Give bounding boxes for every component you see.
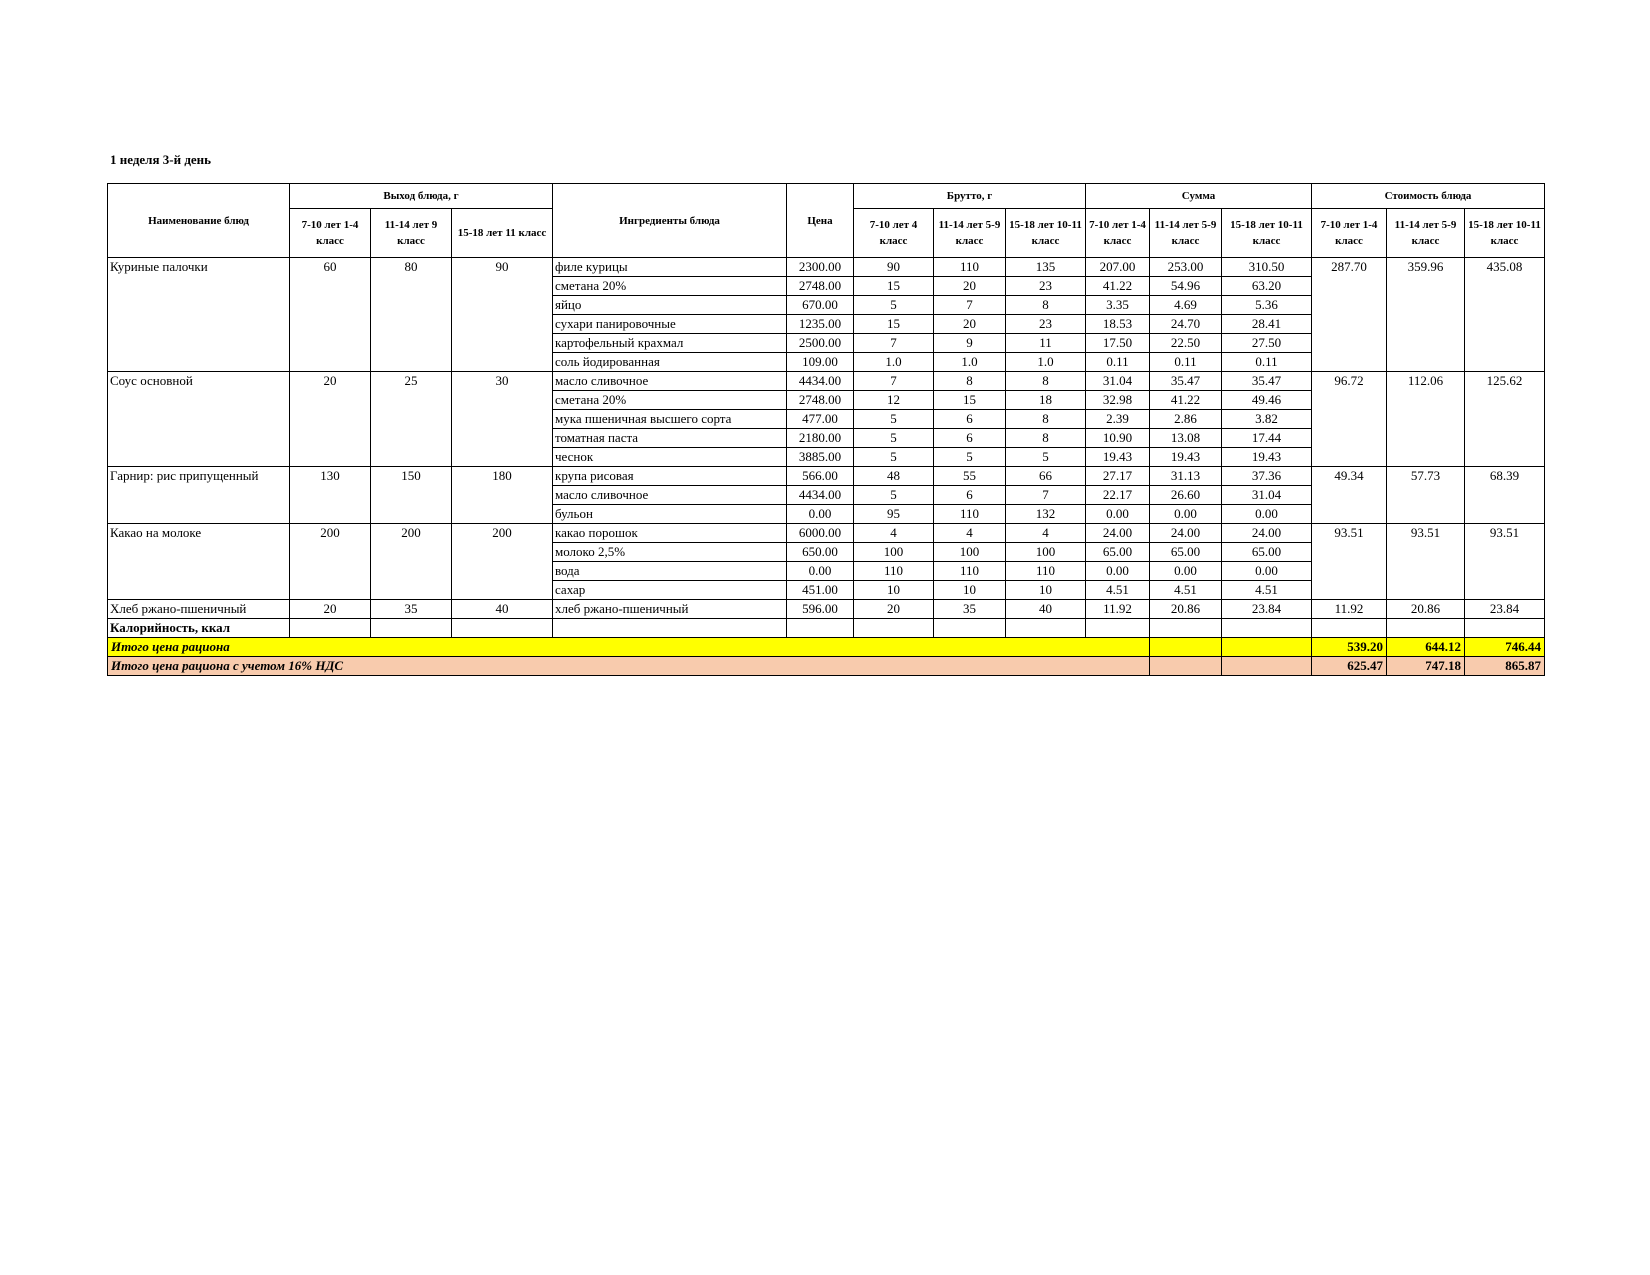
ingredient-brutto: 8 [1006,410,1086,429]
ingredient-name: яйцо [553,296,787,315]
ingredient-brutto: 20 [854,600,934,619]
dish-yield: 180 [452,467,553,524]
ingredient-brutto: 11 [1006,334,1086,353]
dish-cost: 287.70 [1312,258,1387,372]
ingredient-sum: 0.00 [1150,505,1222,524]
ingredient-sum: 4.51 [1086,581,1150,600]
ingredient-sum: 54.96 [1150,277,1222,296]
ingredient-sum: 20.86 [1150,600,1222,619]
ingredient-brutto: 35 [934,600,1006,619]
table-row [108,600,1545,619]
ingredient-sum: 32.98 [1086,391,1150,410]
table-body [108,258,1545,619]
ingredient-sum: 0.11 [1222,353,1312,372]
ingredient-sum: 17.50 [1086,334,1150,353]
calories-label: Калорийность, ккал [108,619,290,638]
total-value: 644.12 [1387,638,1465,657]
ingredient-sum: 0.00 [1222,562,1312,581]
ingredient-sum: 19.43 [1086,448,1150,467]
ingredient-brutto: 95 [854,505,934,524]
ingredient-brutto: 100 [934,543,1006,562]
dish-yield: 20 [290,600,371,619]
ingredient-sum: 22.50 [1150,334,1222,353]
ingredient-sum: 27.17 [1086,467,1150,486]
ingredient-brutto: 110 [1006,562,1086,581]
table-header [108,184,1545,258]
empty-cell [1312,619,1387,638]
ingredient-price: 0.00 [787,562,854,581]
ingredient-sum: 23.84 [1222,600,1312,619]
total-value: 746.44 [1465,638,1545,657]
ingredient-brutto: 12 [854,391,934,410]
ingredient-brutto: 100 [1006,543,1086,562]
ingredients-header: Ингредиенты блюда [553,184,787,258]
ingredient-price: 451.00 [787,581,854,600]
ingredient-brutto: 5 [854,486,934,505]
ingredient-brutto: 110 [934,562,1006,581]
page-title: 1 неделя 3-й день [110,152,212,167]
ingredient-brutto: 1.0 [1006,353,1086,372]
empty-cell [1086,619,1150,638]
ingredient-price: 2748.00 [787,277,854,296]
ingredient-sum: 17.44 [1222,429,1312,448]
table-row [108,524,1545,543]
ingredient-sum: 24.00 [1086,524,1150,543]
ingredient-name: сметана 20% [553,391,787,410]
empty-cell [1150,638,1222,657]
total-vat-label: Итого цена рациона с учетом 16% НДС [108,657,1150,676]
ingredient-brutto: 110 [934,505,1006,524]
dish-yield: 40 [452,600,553,619]
ingredient-brutto: 1.0 [854,353,934,372]
dish-yield: 25 [371,372,452,467]
ingredient-name: крупа рисовая [553,467,787,486]
empty-cell [1150,657,1222,676]
ingredient-brutto: 15 [854,277,934,296]
dish-cost: 93.51 [1312,524,1387,600]
ingredient-brutto: 55 [934,467,1006,486]
ingredient-name: масло сливочное [553,486,787,505]
empty-cell [854,619,934,638]
ingredient-sum: 5.36 [1222,296,1312,315]
empty-cell [1006,619,1086,638]
ingredient-brutto: 5 [1006,448,1086,467]
ingredient-sum: 27.50 [1222,334,1312,353]
ingredient-brutto: 40 [1006,600,1086,619]
dish-yield: 200 [371,524,452,600]
dish-yield: 200 [290,524,371,600]
ingredient-brutto: 6 [934,410,1006,429]
ingredient-sum: 3.35 [1086,296,1150,315]
empty-cell [1222,657,1312,676]
ingredient-sum: 65.00 [1086,543,1150,562]
brutto-age-header: 15-18 лет 10-11 класс [1006,209,1086,258]
empty-cell [371,619,452,638]
dish-name-header: Наименование блюд [108,184,290,258]
ingredient-sum: 13.08 [1150,429,1222,448]
ingredient-name: молоко 2,5% [553,543,787,562]
ingredient-price: 6000.00 [787,524,854,543]
ingredient-sum: 35.47 [1150,372,1222,391]
ingredient-brutto: 7 [854,334,934,353]
ingredient-brutto: 5 [854,429,934,448]
table-row [108,258,1545,277]
ingredient-sum: 0.00 [1086,505,1150,524]
ingredient-sum: 28.41 [1222,315,1312,334]
ingredient-brutto: 4 [854,524,934,543]
ingredient-price: 3885.00 [787,448,854,467]
ingredient-brutto: 110 [854,562,934,581]
ingredient-brutto: 5 [854,296,934,315]
ingredient-brutto: 5 [934,448,1006,467]
brutto-age-header: 7-10 лет 4 класс [854,209,934,258]
dish-cost: 435.08 [1465,258,1545,372]
ingredient-brutto: 48 [854,467,934,486]
calories-row [108,619,1545,638]
ingredient-sum: 35.47 [1222,372,1312,391]
ingredient-price: 670.00 [787,296,854,315]
dish-cost: 93.51 [1387,524,1465,600]
ingredient-brutto: 7 [934,296,1006,315]
ingredient-brutto: 23 [1006,315,1086,334]
dish-yield: 130 [290,467,371,524]
ingredient-brutto: 100 [854,543,934,562]
ingredient-price: 4434.00 [787,372,854,391]
ingredient-sum: 2.39 [1086,410,1150,429]
ingredient-sum: 11.92 [1086,600,1150,619]
ingredient-name: масло сливочное [553,372,787,391]
total-value: 539.20 [1312,638,1387,657]
ingredient-brutto: 1.0 [934,353,1006,372]
ingredient-name: филе курицы [553,258,787,277]
ingredient-sum: 19.43 [1222,448,1312,467]
dish-yield: 35 [371,600,452,619]
ingredient-sum: 24.00 [1150,524,1222,543]
ingredient-sum: 0.00 [1086,562,1150,581]
yield-age-header: 7-10 лет 1-4 класс [290,209,371,258]
ingredient-sum: 41.22 [1150,391,1222,410]
dish-yield: 200 [452,524,553,600]
dish-cost: 68.39 [1465,467,1545,524]
ingredient-sum: 19.43 [1150,448,1222,467]
dish-cost: 57.73 [1387,467,1465,524]
ingredient-sum: 10.90 [1086,429,1150,448]
ingredient-name: хлеб ржано-пшеничный [553,600,787,619]
dish-cost: 93.51 [1465,524,1545,600]
ingredient-sum: 253.00 [1150,258,1222,277]
ingredient-price: 2748.00 [787,391,854,410]
ingredient-brutto: 5 [854,448,934,467]
dish-cost: 96.72 [1312,372,1387,467]
ingredient-brutto: 20 [934,315,1006,334]
ingredient-brutto: 4 [1006,524,1086,543]
brutto-age-header: 11-14 лет 5-9 класс [934,209,1006,258]
empty-cell [1150,619,1222,638]
total-vat-value: 625.47 [1312,657,1387,676]
dish-cost: 112.06 [1387,372,1465,467]
dish-yield: 90 [452,258,553,372]
yield-header: Выход блюда, г [290,184,553,209]
ingredient-brutto: 18 [1006,391,1086,410]
ingredient-name: картофельный крахмал [553,334,787,353]
table-footer [108,619,1545,676]
dish-yield: 80 [371,258,452,372]
ingredient-brutto: 23 [1006,277,1086,296]
dish-cost: 125.62 [1465,372,1545,467]
ingredient-brutto: 6 [934,429,1006,448]
ingredient-name: мука пшеничная высшего сорта [553,410,787,429]
ingredient-name: какао порошок [553,524,787,543]
total-vat-row [108,657,1545,676]
ingredient-brutto: 10 [1006,581,1086,600]
ingredient-sum: 4.69 [1150,296,1222,315]
ingredient-price: 1235.00 [787,315,854,334]
table-row [108,372,1545,391]
empty-cell [452,619,553,638]
sum-age-header: 11-14 лет 5-9 класс [1150,209,1222,258]
ingredient-sum: 24.70 [1150,315,1222,334]
ingredient-sum: 0.00 [1222,505,1312,524]
sum-age-header: 15-18 лет 10-11 класс [1222,209,1312,258]
ingredient-sum: 26.60 [1150,486,1222,505]
sum-age-header: 7-10 лет 1-4 класс [1086,209,1150,258]
ingredient-price: 4434.00 [787,486,854,505]
ingredient-brutto: 135 [1006,258,1086,277]
ingredient-sum: 31.04 [1086,372,1150,391]
ingredient-sum: 0.11 [1086,353,1150,372]
table-row [108,467,1545,486]
ingredient-brutto: 20 [934,277,1006,296]
ingredient-brutto: 15 [934,391,1006,410]
ingredient-brutto: 110 [934,258,1006,277]
ingredient-sum: 65.00 [1150,543,1222,562]
total-vat-value: 865.87 [1465,657,1545,676]
ingredient-name: бульон [553,505,787,524]
ingredient-brutto: 10 [854,581,934,600]
brutto-header: Брутто, г [854,184,1086,209]
ingredient-brutto: 66 [1006,467,1086,486]
yield-age-header: 11-14 лет 9 класс [371,209,452,258]
ingredient-brutto: 90 [854,258,934,277]
cost-age-header: 11-14 лет 5-9 класс [1387,209,1465,258]
ingredient-sum: 0.11 [1150,353,1222,372]
total-vat-value: 747.18 [1387,657,1465,676]
ingredient-brutto: 8 [1006,296,1086,315]
ingredient-name: томатная паста [553,429,787,448]
ingredient-name: сухари панировочные [553,315,787,334]
dish-name: Куриные палочки [108,258,290,372]
cost-age-header: 7-10 лет 1-4 класс [1312,209,1387,258]
empty-cell [1387,619,1465,638]
empty-cell [1222,638,1312,657]
ingredient-brutto: 10 [934,581,1006,600]
ingredient-price: 109.00 [787,353,854,372]
ingredient-name: соль йодированная [553,353,787,372]
dish-yield: 30 [452,372,553,467]
ingredient-sum: 2.86 [1150,410,1222,429]
empty-cell [787,619,854,638]
dish-name: Хлеб ржано-пшеничный [108,600,290,619]
ingredient-sum: 207.00 [1086,258,1150,277]
ingredient-brutto: 8 [1006,372,1086,391]
ingredient-brutto: 15 [854,315,934,334]
cost-header: Стоимость блюда [1312,184,1545,209]
dish-name: Соус основной [108,372,290,467]
ingredient-sum: 31.04 [1222,486,1312,505]
ingredient-brutto: 5 [854,410,934,429]
ingredient-price: 2300.00 [787,258,854,277]
empty-cell [1465,619,1545,638]
ingredient-name: сметана 20% [553,277,787,296]
ingredient-sum: 63.20 [1222,277,1312,296]
total-row [108,638,1545,657]
ingredient-price: 477.00 [787,410,854,429]
ingredient-sum: 41.22 [1086,277,1150,296]
ingredient-sum: 4.51 [1222,581,1312,600]
ingredient-sum: 22.17 [1086,486,1150,505]
ingredient-price: 2180.00 [787,429,854,448]
dish-cost: 359.96 [1387,258,1465,372]
ingredient-name: чеснок [553,448,787,467]
dish-yield: 20 [290,372,371,467]
ingredient-sum: 0.00 [1150,562,1222,581]
sum-header: Сумма [1086,184,1312,209]
ingredient-sum: 31.13 [1150,467,1222,486]
ingredient-sum: 37.36 [1222,467,1312,486]
dish-cost: 49.34 [1312,467,1387,524]
ingredient-price: 566.00 [787,467,854,486]
ingredient-name: вода [553,562,787,581]
dish-yield: 150 [371,467,452,524]
empty-cell [934,619,1006,638]
price-header: Цена [787,184,854,258]
empty-cell [290,619,371,638]
ingredient-brutto: 8 [934,372,1006,391]
ingredient-sum: 24.00 [1222,524,1312,543]
dish-name: Какао на молоке [108,524,290,600]
dish-cost: 20.86 [1387,600,1465,619]
ingredient-sum: 18.53 [1086,315,1150,334]
total-label: Итого цена рациона [108,638,1150,657]
ingredient-sum: 49.46 [1222,391,1312,410]
ingredient-sum: 3.82 [1222,410,1312,429]
empty-cell [1222,619,1312,638]
dish-cost: 23.84 [1465,600,1545,619]
cost-age-header: 15-18 лет 10-11 класс [1465,209,1545,258]
dish-name: Гарнир: рис припущенный [108,467,290,524]
ingredient-brutto: 7 [854,372,934,391]
ingredient-sum: 65.00 [1222,543,1312,562]
ingredient-brutto: 7 [1006,486,1086,505]
ingredient-brutto: 4 [934,524,1006,543]
ingredient-name: сахар [553,581,787,600]
ingredient-price: 0.00 [787,505,854,524]
empty-cell [553,619,787,638]
ingredient-brutto: 6 [934,486,1006,505]
dish-yield: 60 [290,258,371,372]
ingredient-brutto: 9 [934,334,1006,353]
ingredient-sum: 4.51 [1150,581,1222,600]
ingredient-brutto: 132 [1006,505,1086,524]
ingredient-sum: 310.50 [1222,258,1312,277]
ingredient-price: 650.00 [787,543,854,562]
yield-age-header: 15-18 лет 11 класс [452,209,553,258]
ingredient-brutto: 8 [1006,429,1086,448]
ingredient-price: 2500.00 [787,334,854,353]
menu-table [107,183,1545,676]
dish-cost: 11.92 [1312,600,1387,619]
ingredient-price: 596.00 [787,600,854,619]
